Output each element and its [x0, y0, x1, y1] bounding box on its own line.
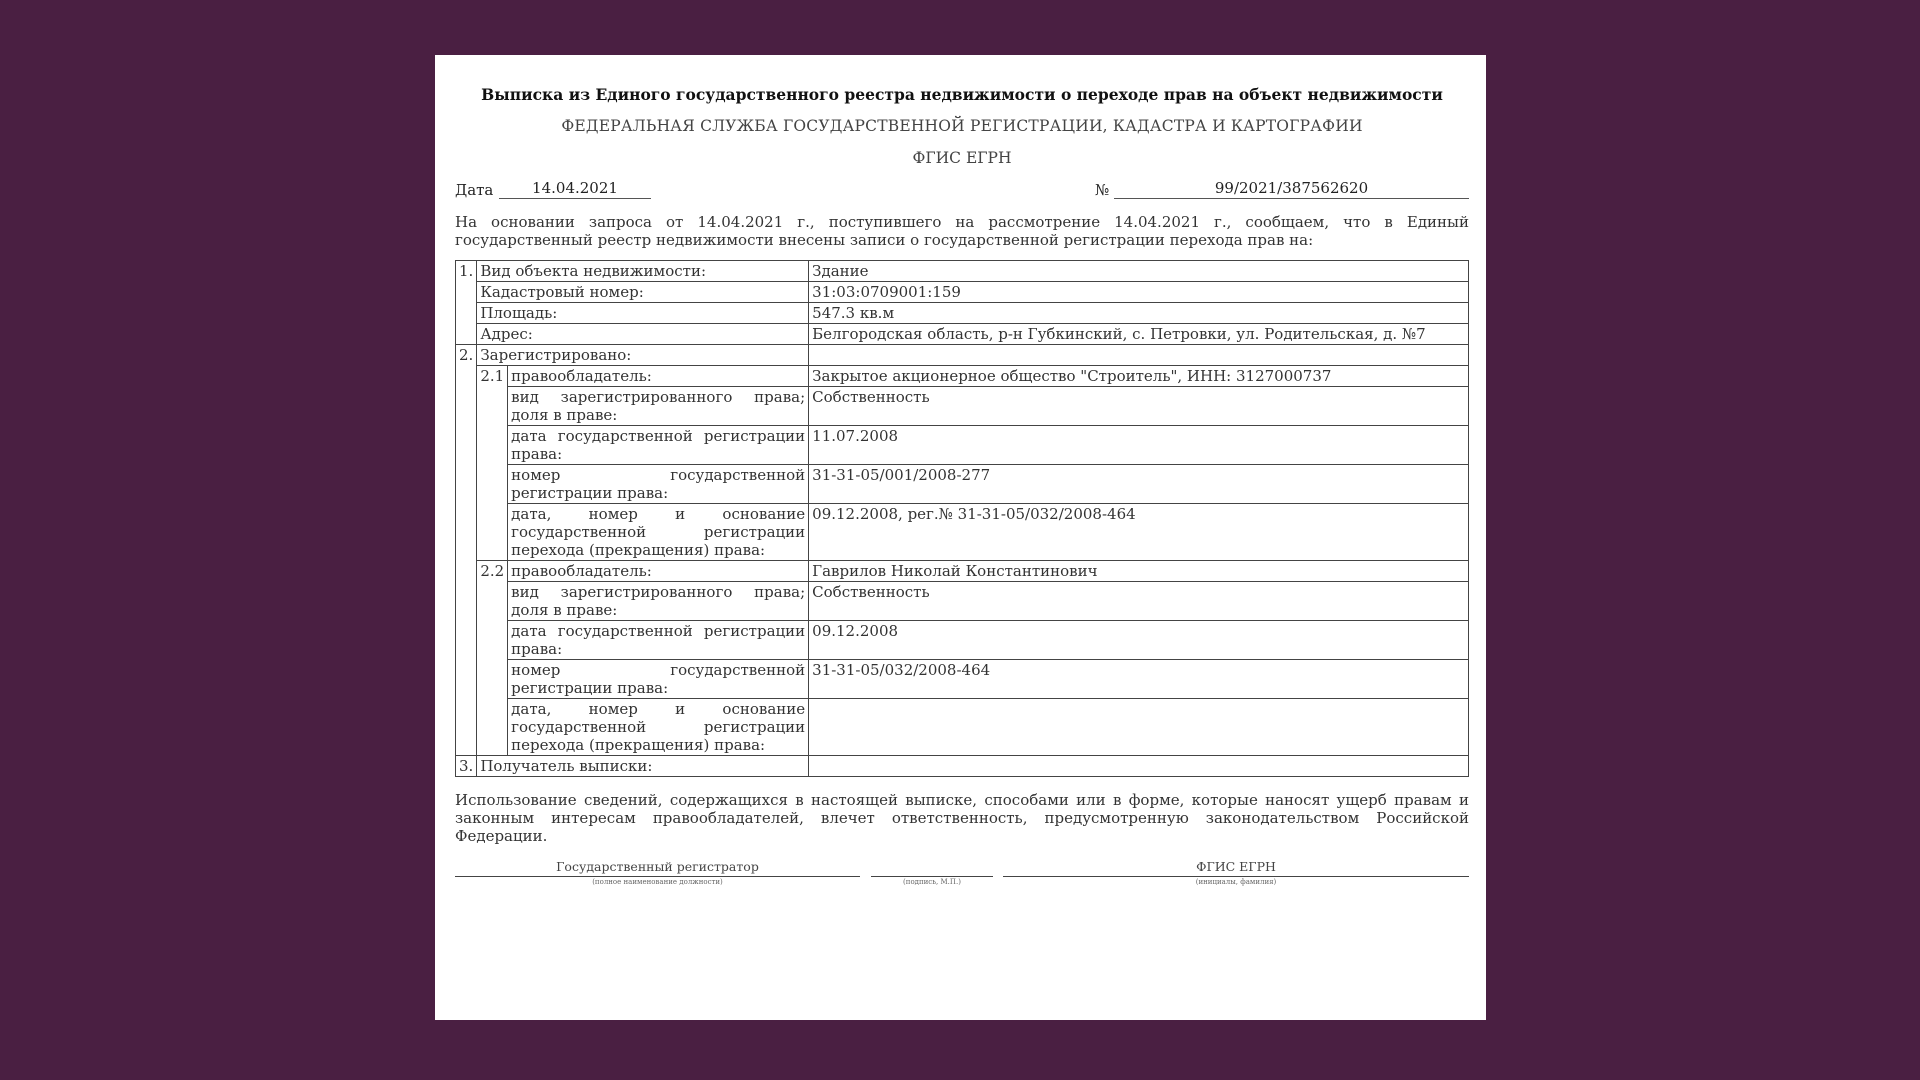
system-name: ФГИС ЕГРН — [912, 149, 1012, 167]
table-row — [456, 660, 1469, 699]
holder-value: Закрытое акционерное общество "Строитель", ИНН: 3127000737 — [809, 366, 1469, 387]
holder-label: правообладатель: — [508, 561, 809, 582]
reg-date-label: дата государственной регистрации права: — [508, 621, 809, 660]
transfer-value: 09.12.2008, рег.№ 31-31-05/032/2008-464 — [809, 504, 1469, 561]
document-title: Выписка из Единого государственного реестра недвижимости о переходе прав на объект недвижимости — [481, 85, 1443, 104]
extract-document — [435, 55, 1486, 1020]
reg-number-value: 31-31-05/001/2008-277 — [809, 465, 1469, 504]
reg-number-value: 31-31-05/032/2008-464 — [809, 660, 1469, 699]
subsection-number: 2.1 — [477, 366, 508, 561]
recipient-label: Получатель выписки: — [477, 756, 809, 777]
signature-block — [455, 859, 1469, 899]
table-row — [456, 756, 1469, 777]
object-type-value: Здание — [809, 261, 1469, 282]
name-hint: (инициалы, фамилия) — [1195, 878, 1277, 886]
table-row — [456, 504, 1469, 561]
registrar-position: Государственный регистратор — [455, 859, 860, 877]
table-row — [456, 582, 1469, 621]
transfer-label: дата, номер и основание государственной регистрации перехода (прекращения) права: — [508, 504, 809, 561]
reg-date-value: 09.12.2008 — [809, 621, 1469, 660]
table-row — [456, 261, 1469, 282]
holder-label: правообладатель: — [508, 366, 809, 387]
table-row — [456, 303, 1469, 324]
table-row — [456, 324, 1469, 345]
address-value: Белгородская область, р-н Губкинский, с. Петровки, ул. Родительская, д. №7 — [809, 324, 1469, 345]
registration-table — [455, 260, 1469, 777]
table-row — [456, 282, 1469, 303]
reg-date-value: 11.07.2008 — [809, 426, 1469, 465]
section-number: 1. — [456, 261, 477, 345]
table-row — [456, 387, 1469, 426]
table-row — [456, 621, 1469, 660]
table-row — [456, 561, 1469, 582]
number-value: 99/2021/387562620 — [1114, 179, 1469, 199]
registered-label: Зарегистрировано: — [477, 345, 809, 366]
reg-number-label: номер государственной регистрации права: — [508, 465, 809, 504]
table-row — [456, 465, 1469, 504]
intro-paragraph: На основании запроса от 14.04.2021 г., поступившего на рассмотрение 14.04.2021 г., сообщаем, что в Единый государственный реестр недвижимости внесены записи о государственной регистрации перехода прав на: — [455, 213, 1469, 249]
table-row — [456, 366, 1469, 387]
cadastral-label: Кадастровый номер: — [477, 282, 809, 303]
cadastral-value: 31:03:0709001:159 — [809, 282, 1469, 303]
registrar-name: ФГИС ЕГРН — [1003, 859, 1469, 877]
area-label: Площадь: — [477, 303, 809, 324]
reg-date-label: дата государственной регистрации права: — [508, 426, 809, 465]
usage-warning: Использование сведений, содержащихся в настоящей выписке, способами или в форме, которые наносят ущерб правам и законным интересам правообладателей, влечет ответственность, предусмотренную законодательством Российской Федерации. — [455, 791, 1469, 845]
transfer-label: дата, номер и основание государственной регистрации перехода (прекращения) права: — [508, 699, 809, 756]
holder-value: Гаврилов Николай Константинович — [809, 561, 1469, 582]
table-row — [456, 699, 1469, 756]
transfer-value — [809, 699, 1469, 756]
section-number: 2. — [456, 345, 477, 756]
table-row — [456, 426, 1469, 465]
agency-name: ФЕДЕРАЛЬНАЯ СЛУЖБА ГОСУДАРСТВЕННОЙ РЕГИСТРАЦИИ, КАДАСТРА И КАРТОГРАФИИ — [561, 117, 1363, 135]
date-value: 14.04.2021 — [499, 179, 651, 199]
address-label: Адрес: — [477, 324, 809, 345]
date-number-row — [455, 179, 1469, 203]
right-type-label: вид зарегистрированного права; доля в праве: — [508, 387, 809, 426]
table-row — [456, 345, 1469, 366]
signature-hint: (подпись, М.П.) — [903, 878, 961, 886]
section-number: 3. — [456, 756, 477, 777]
position-hint: (полное наименование должности) — [592, 878, 723, 886]
right-type-value: Собственность — [809, 582, 1469, 621]
date-label: Дата — [455, 181, 494, 199]
reg-number-label: номер государственной регистрации права: — [508, 660, 809, 699]
number-label: № — [1095, 181, 1110, 199]
signature-field — [871, 859, 993, 877]
object-type-label: Вид объекта недвижимости: — [477, 261, 809, 282]
right-type-value: Собственность — [809, 387, 1469, 426]
right-type-label: вид зарегистрированного права; доля в праве: — [508, 582, 809, 621]
recipient-value — [809, 756, 1469, 777]
area-value: 547.3 кв.м — [809, 303, 1469, 324]
subsection-number: 2.2 — [477, 561, 508, 756]
registered-value — [809, 345, 1469, 366]
